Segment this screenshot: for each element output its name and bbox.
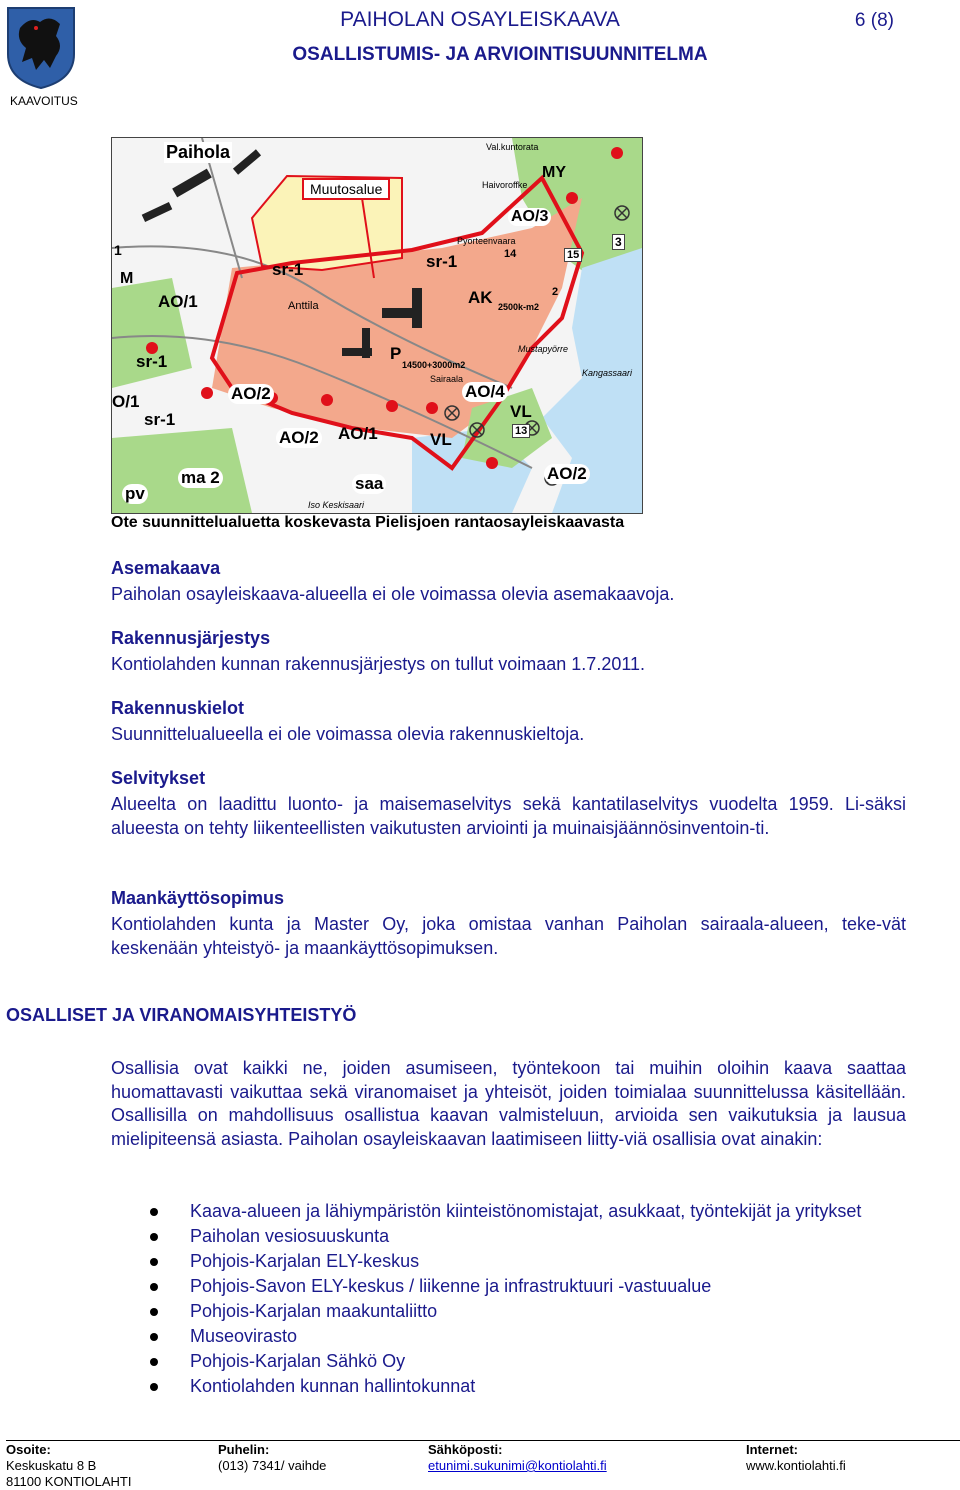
map-label-sr1-d: sr-1 <box>144 410 176 429</box>
list-item <box>150 1274 910 1299</box>
map-label-anttila: Anttila <box>288 300 319 312</box>
map-label-sr1-b: sr-1 <box>426 252 458 271</box>
map-label-pyorteenvaara: Pyorteenvaara <box>457 236 516 246</box>
map-label-muutosalue: Muutosalue <box>302 178 390 200</box>
map-label-ak-area: 2500k-m2 <box>498 302 540 312</box>
section-text-maankayttosopimus: Kontiolahden kunta ja Master Oy, joka omistaa vanhan Paiholan sairaala-alueen, teke-vät keskenään yhteistyö- ja maankäyttösopimuksen. <box>111 914 906 958</box>
map-label-14: 14 <box>504 248 517 260</box>
list-item <box>150 1299 910 1324</box>
map-label-kangassaari: Kangassaari <box>582 368 633 378</box>
section-heading-selvitykset: Selvitykset <box>111 768 206 788</box>
section-text-rakennuskielot: Suunnittelualueella ei ole voimassa olevia rakennuskieltoja. <box>111 724 585 744</box>
map-label-ao2-c: AO/2 <box>544 464 590 484</box>
page-number: 6 (8) <box>854 10 894 31</box>
map-label-ao2-b: AO/2 <box>276 428 322 448</box>
section-heading-maankayttosopimus: Maankäyttösopimus <box>111 888 285 908</box>
footer-address-line2: 81100 KONTIOLAHTI <box>6 1474 132 1489</box>
footer-phone-label: Puhelin: <box>218 1442 270 1457</box>
map-label-15: 15 <box>564 248 582 262</box>
list-item <box>150 1324 910 1349</box>
map-label-vl-1: VL <box>510 402 532 421</box>
bullet-icon <box>150 1283 158 1291</box>
bullet-icon <box>150 1258 158 1266</box>
footer-web-label: Internet: <box>746 1442 798 1457</box>
map-label-kuntorata: Val.kuntorata <box>486 142 539 152</box>
map-caption: Ote suunnittelualuetta koskevasta Pielisjoen rantaosayleiskaavasta <box>111 514 625 531</box>
map-label-1: 1 <box>114 242 122 258</box>
map-label-m: M <box>120 270 134 287</box>
zoning-map <box>111 137 643 514</box>
footer-phone-number: (013) 7341/ vaihde <box>218 1458 327 1473</box>
map-label-p-area: 14500+3000m2 <box>402 360 466 370</box>
list-item <box>150 1249 910 1274</box>
map-label-vl-2: VL <box>430 430 452 449</box>
participants-heading: OSALLISET JA VIRANOMAISYHTEISTYÖ <box>6 1005 357 1025</box>
footer-address-label: Osoite: <box>6 1442 51 1457</box>
section-heading-asemakaava: Asemakaava <box>111 558 221 578</box>
bullet-icon <box>150 1383 158 1391</box>
footer-divider <box>6 1440 960 1441</box>
list-item <box>150 1374 910 1399</box>
list-item-text: Paiholan vesiosuuskunta <box>190 1226 390 1246</box>
map-label-13: 13 <box>512 424 530 438</box>
map-label-3: 3 <box>612 234 625 250</box>
list-item-text: Pohjois-Savon ELY-keskus / liikenne ja infrastruktuuri -vastuualue <box>190 1276 712 1296</box>
map-label-ao1-left: AO/1 <box>158 292 198 311</box>
map-label-haivoroffke: Haivoroffke <box>482 180 528 190</box>
footer-email <box>428 1442 607 1474</box>
map-label-paihola: Paihola <box>166 142 231 162</box>
bullet-icon <box>150 1308 158 1316</box>
map-label-ao2-a: AO/2 <box>228 384 274 404</box>
list-item <box>150 1349 910 1374</box>
map-label-ao1-b: AO/1 <box>338 424 378 443</box>
map-label-o1: O/1 <box>112 392 140 411</box>
section-text-rakennusjarjestys: Kontiolahden kunnan rakennusjärjestys on tullut voimaan 1.7.2011. <box>111 654 646 674</box>
bullet-icon <box>150 1358 158 1366</box>
bullet-icon <box>150 1233 158 1241</box>
footer-web-link[interactable]: www.kontiolahti.fi <box>746 1458 846 1473</box>
footer-address-line1: Keskuskatu 8 B <box>6 1458 97 1473</box>
document-title: PAIHOLAN OSAYLEISKAAVA <box>340 8 620 31</box>
list-item-text: Pohjois-Karjalan Sähkö Oy <box>190 1351 406 1371</box>
section-heading-rakennuskielot: Rakennuskielot <box>111 698 245 718</box>
footer-email-link[interactable]: etunimi.sukunimi@kontiolahti.fi <box>428 1458 607 1473</box>
map-label-iso-keskisaari: Iso Keskisaari <box>308 500 365 510</box>
list-item-text: Pohjois-Karjalan ELY-keskus <box>190 1251 420 1271</box>
list-item-text: Kontiolahden kunnan hallintokunnat <box>190 1376 476 1396</box>
map-label-saa: saa <box>352 474 386 494</box>
footer-phone <box>218 1442 326 1474</box>
map-label-my: MY <box>542 164 566 181</box>
list-item-text: Kaava-alueen ja lähiympäristön kiinteistönomistajat, asukkaat, työntekijät ja yritykset <box>190 1201 862 1221</box>
parties-list <box>150 1199 910 1399</box>
map-label-p: P <box>390 344 402 363</box>
map-label-ao3: AO/3 <box>508 208 551 226</box>
map-label-2: 2 <box>552 286 559 298</box>
map-label-ao4: AO/4 <box>462 382 508 402</box>
section-text-asemakaava: Paiholan osayleiskaava-alueella ei ole voimassa olevia asemakaavoja. <box>111 584 675 604</box>
list-item <box>150 1224 910 1249</box>
section-heading-rakennusjarjestys: Rakennusjärjestys <box>111 628 271 648</box>
map-label-mustapyorre: Mustapyörre <box>518 344 569 354</box>
participants-text: Osallisia ovat kaikki ne, joiden asumiseen, työntekoon tai muihin oloihin kaava saattaa huomattavasti vaikuttaa sekä viranomaiset ja yhteisöt, joiden toimialaa suunnittelussa käsitellään. Osallisilla on mahdollisuus osallistua kaavan valmisteluun, arvioida sen vaikutuksia ja lausua mielipiteensä asiasta. Paiholan osayleiskaavan laatimiseen liitty-viä osallisia ovat ainakin: <box>111 1058 906 1149</box>
map-label-sr1-a: sr-1 <box>272 260 304 279</box>
bullet-icon <box>150 1208 158 1216</box>
map-label-pv: pv <box>122 484 148 504</box>
map-label-sairaala: Sairaala <box>430 374 464 384</box>
document-subtitle: OSALLISTUMIS- JA ARVIOINTISUUNNITELMA <box>292 44 708 65</box>
map-label-ma2: ma 2 <box>178 468 223 488</box>
map-label-sr1-c: sr-1 <box>136 352 168 371</box>
list-item-text: Museovirasto <box>190 1326 298 1346</box>
footer-web <box>746 1442 846 1474</box>
list-item <box>150 1199 910 1224</box>
list-item-text: Pohjois-Karjalan maakuntaliitto <box>190 1301 438 1321</box>
crest-caption: KAAVOITUS <box>10 94 78 108</box>
section-text-selvitykset: Alueelta on laadittu luonto- ja maisemaselvitys sekä kantatilaselvitys vuodelta 1959. Li-säksi alueesta on tehty liikenteellisten vaikutusten arviointi ja muinaisjäännösinventoin-ti. <box>111 794 906 838</box>
map-label-ak: AK <box>468 288 493 307</box>
bullet-icon <box>150 1333 158 1341</box>
footer-email-label: Sähköposti: <box>428 1442 503 1457</box>
footer-address <box>6 1442 131 1490</box>
